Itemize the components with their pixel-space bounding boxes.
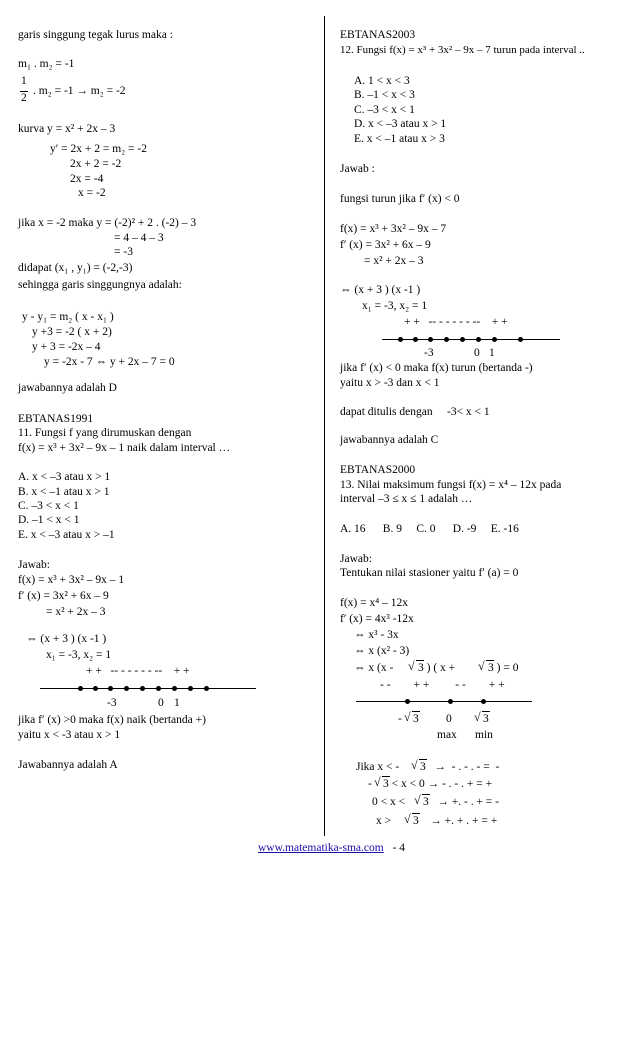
q12-option-b: B. –1 < x < 3	[354, 89, 415, 101]
test-4a: x >	[376, 815, 392, 827]
answer-a: Jawabannya adalah A	[18, 759, 118, 771]
tangent-line-4: y = -2x - 7 ⇔ y + 2x – 7 = 0	[44, 356, 175, 368]
question-11-line-1: 11. Fungsi f yang dirumuskan dengan	[18, 427, 192, 439]
r-number-line	[382, 339, 560, 340]
test-3b: 3 → +. - . + = -	[423, 796, 499, 808]
jawab-label-13: Jawab:	[340, 553, 372, 565]
page-number: - 4	[392, 842, 406, 854]
option-c: C. –3 < x < 1	[18, 500, 79, 512]
test-2a: -	[368, 778, 372, 790]
t-number-line-dot	[448, 699, 453, 704]
number-line-dot	[156, 686, 161, 691]
r-conclusion-2: yaitu x > -3 dan x < 1	[340, 377, 440, 389]
q12-option-c: C. –3 < x < 1	[354, 104, 415, 116]
r-number-line-label: 1	[489, 347, 495, 359]
r-line-4: ⇔ (x + 3 ) (x -1 )	[340, 284, 421, 296]
question-13-line-2: interval –3 ≤ x ≤ 1 adalah …	[340, 493, 473, 505]
t-line-5c: 3 ) = 0	[488, 662, 519, 674]
r-number-line-dot	[413, 337, 418, 342]
test-1b: 3 → - . - . - = -	[420, 761, 500, 773]
solution-line-5: x₁ = -3, x₂ = 1	[46, 649, 112, 661]
kurva-line-5: x = -2	[78, 187, 106, 199]
r-conclusion-1: jika f′ (x) < 0 maka f(x) turun (bertanda -)	[340, 362, 533, 374]
number-line-dot	[78, 686, 83, 691]
intro-text: garis singgung tegak lurus maka :	[18, 29, 173, 41]
min-label: min	[475, 729, 493, 741]
r-number-line-dot	[428, 337, 433, 342]
column-divider	[324, 16, 325, 836]
sqrt-sign: √	[408, 659, 415, 673]
dapat-ditulis: dapat ditulis dengan -3< x < 1	[340, 406, 490, 418]
didapat-text: didapat (x₁ , y₁) = (-2,-3)	[18, 262, 133, 274]
r-line-5: x₁ = -3, x₂ = 1	[362, 300, 428, 312]
tangent-line-1: y - y₁ = m₂ ( x - x₁ )	[22, 311, 114, 323]
r-line-2: f′ (x) = 3x² + 6x – 9	[340, 239, 431, 251]
q12-option-a: A. 1 < x < 3	[354, 75, 410, 87]
option-e: E. x < –3 atau x > –1	[18, 529, 115, 541]
number-line-label: -3	[107, 697, 117, 709]
question-13-line-1: 13. Nilai maksimum fungsi f(x) = x⁴ – 12x pada	[340, 479, 562, 491]
sign-chart: + + -- - - - - - -- + +	[86, 665, 190, 677]
number-line-dot	[108, 686, 113, 691]
t-sign-chart: - - + + - - + +	[380, 679, 505, 691]
t-label-sqrt3-b: 3	[483, 713, 489, 725]
jawab-label-right: Jawab :	[340, 163, 375, 175]
conclusion-line-2: yaitu x < -3 atau x > 1	[18, 729, 121, 741]
r-sign-chart: + + -- - - - - - -- + +	[404, 316, 508, 328]
question-11-line-2: f(x) = x³ + 3x² – 9x – 1 naik dalam interval …	[18, 442, 231, 454]
fraction-rest: . m₂ = -1 → m₂ = -2	[33, 85, 126, 97]
r-number-line-dot	[460, 337, 465, 342]
number-line-dot	[188, 686, 193, 691]
t-label-neg: -	[398, 713, 402, 725]
r-number-line-dot	[518, 337, 523, 342]
sqrt-sign: √	[374, 775, 381, 789]
test-2b: 3 < x < 0 → - . - . + = +	[383, 778, 493, 790]
kurva-line-1: kurva y = x² + 2x – 3	[18, 123, 116, 135]
jika-line-1: jika x = -2 maka y = (-2)² + 2 . (-2) – 3	[18, 217, 197, 229]
number-line-dot	[172, 686, 177, 691]
kurva-line-4: 2x = -4	[70, 173, 104, 185]
solution-line-3: = x² + 2x – 3	[46, 606, 106, 618]
t-line-3: ⇔ x³ - 3x	[354, 629, 399, 641]
jika-line-2: = 4 – 4 – 3	[114, 232, 164, 244]
t-label-sqrt3-a: 3	[413, 713, 419, 725]
test-1a: Jika x < -	[356, 761, 400, 773]
turun-condition: fungsi turun jika f′ (x) < 0	[340, 193, 460, 205]
sehingga-text: sehingga garis singgungnya adalah:	[18, 279, 182, 291]
sqrt-sign: √	[474, 710, 481, 724]
kurva-line-2: y′ = 2x + 2 = m₂ = -2	[50, 143, 147, 155]
t-line-1: f(x) = x⁴ – 12x	[340, 597, 408, 609]
sqrt-sign: √	[404, 812, 411, 826]
ebtanas-1991: EBTANAS1991	[18, 413, 94, 425]
test-3a: 0 < x <	[372, 796, 406, 808]
sqrt-sign: √	[411, 758, 418, 772]
max-label: max	[437, 729, 457, 741]
q12-option-d: D. x < –3 atau x > 1	[354, 118, 447, 130]
r-line-1: f(x) = x³ + 3x² – 9x – 7	[340, 223, 447, 235]
answer-d: jawabannya adalah D	[18, 382, 117, 394]
fraction-denominator: 2	[21, 92, 27, 104]
number-line-dot	[124, 686, 129, 691]
q12-option-e: E. x < –1 atau x > 3	[354, 133, 445, 145]
fraction-numerator: 1	[21, 75, 27, 87]
footer	[258, 842, 405, 854]
tangent-line-2: y +3 = -2 ( x + 2)	[32, 326, 112, 338]
kurva-line-3: 2x + 2 = -2	[70, 158, 122, 170]
ebtanas-2003: EBTANAS2003	[340, 29, 416, 41]
test-4b: 3 → +. + . + = +	[413, 815, 498, 827]
t-label-zero: 0	[446, 713, 452, 725]
t-line-2: f′ (x) = 4x³ -12x	[340, 613, 414, 625]
option-b: B. x < –1 atau x > 1	[18, 486, 110, 498]
r-number-line-dot	[476, 337, 481, 342]
number-line-label: 1	[174, 697, 180, 709]
t-line-4: ⇔ x (x² - 3)	[354, 645, 410, 657]
option-a: A. x < –3 atau x > 1	[18, 471, 111, 483]
conclusion-line-1: jika f′ (x) >0 maka f(x) naik (bertanda +)	[18, 714, 206, 726]
r-number-line-label: 0	[474, 347, 480, 359]
tentukan-text: Tentukan nilai stasioner yaitu f′ (a) = 0	[340, 567, 519, 579]
t-line-5b: 3 ) ( x +	[418, 662, 456, 674]
r-number-line-dot	[444, 337, 449, 342]
t-number-line	[356, 701, 532, 702]
solution-line-1: f(x) = x³ + 3x² – 9x – 1	[18, 574, 125, 586]
tangent-line-3: y + 3 = -2x – 4	[32, 341, 101, 353]
sqrt-sign: √	[478, 659, 485, 673]
number-line	[40, 688, 256, 689]
slope-product: m₁ . m₂ = -1	[18, 58, 75, 70]
number-line-label: 0	[158, 697, 164, 709]
t-line-5a: ⇔ x (x -	[354, 662, 394, 674]
option-d: D. –1 < x < 1	[18, 514, 80, 526]
solution-line-2: f′ (x) = 3x² + 6x – 9	[18, 590, 109, 602]
t-number-line-dot	[481, 699, 486, 704]
r-line-3: = x² + 2x – 3	[364, 255, 424, 267]
sqrt-sign: √	[404, 710, 411, 724]
number-line-dot	[204, 686, 209, 691]
sqrt-sign: √	[414, 793, 421, 807]
ebtanas-2000: EBTANAS2000	[340, 464, 416, 476]
r-number-line-dot	[492, 337, 497, 342]
jika-line-3: = -3	[114, 246, 133, 258]
jawab-label: Jawab:	[18, 559, 50, 571]
solution-line-4: ⇔ (x + 3 ) (x -1 )	[26, 633, 107, 645]
r-number-line-label: -3	[424, 347, 434, 359]
question-12: 12. Fungsi f(x) = x³ + 3x² – 9x – 7 turun pada interval ..	[340, 44, 585, 56]
q13-options: A. 16 B. 9 C. 0 D. -9 E. -16	[340, 523, 519, 535]
t-number-line-dot	[405, 699, 410, 704]
website-link[interactable]: www.matematika-sma.com	[258, 842, 384, 854]
number-line-dot	[93, 686, 98, 691]
number-line-dot	[140, 686, 145, 691]
r-number-line-dot	[398, 337, 403, 342]
answer-c: jawabannya adalah C	[340, 434, 439, 446]
